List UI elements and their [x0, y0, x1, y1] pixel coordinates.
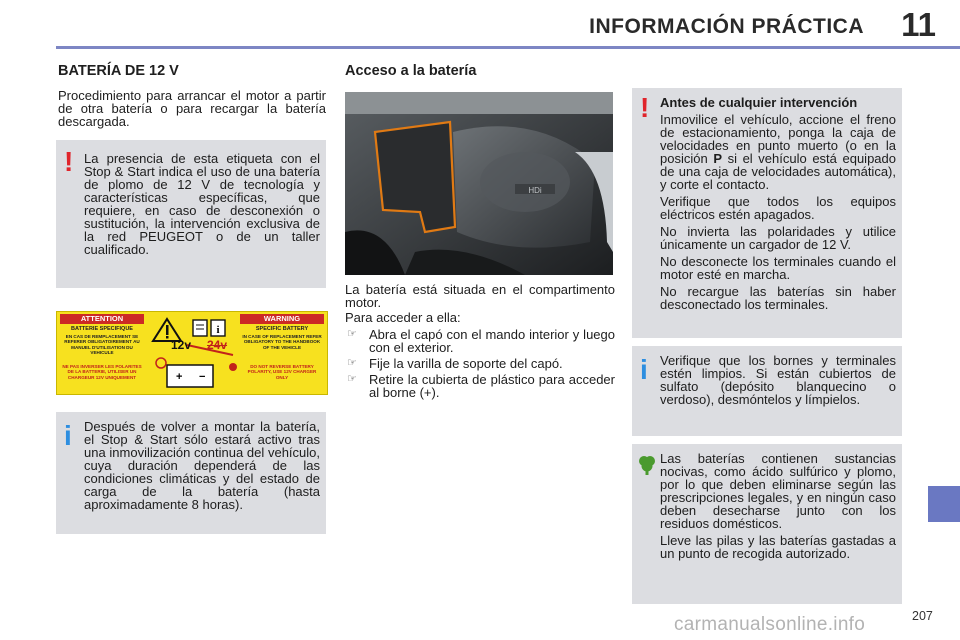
warning-paragraph: No desconecte los terminales cuando el motor esté en marcha.: [660, 254, 896, 282]
warning-note-text: La presencia de esta etiqueta con el Stop & Start indica el uso de una batería de plomo de 12 V de tecnología y características específicas, que requiere, en caso de desconexión o sustitución, la intervención exclusiva de la red PEUGEOT o de un taller cualificado.: [84, 151, 320, 257]
chapter-number: 11: [901, 6, 936, 43]
info-note-panel: [56, 412, 326, 534]
warning-paragraph: Verifique que todos los equipos eléctricos estén apagados.: [660, 194, 896, 222]
pointing-hand-icon: ☞: [347, 357, 357, 369]
chapter-side-tab: [928, 486, 960, 522]
access-steps-list: [345, 328, 615, 402]
battery-location-text: La batería está situada en el compartimento motor.: [345, 282, 615, 310]
label-en-title: SPECIFIC BATTERY: [255, 326, 309, 332]
info-terminals-panel: [632, 346, 902, 436]
list-item: [345, 357, 615, 370]
label-en-red: DO NOT REVERSE BATTERY POLARITY, USE 12V CHARGER ONLY: [247, 364, 317, 380]
chapter-title: INFORMACIÓN PRÁCTICA: [589, 15, 864, 38]
label-volt-24: 24v: [207, 338, 228, 352]
battery-warning-label: [56, 311, 328, 395]
section-heading-battery: BATERÍA DE 12 V: [58, 63, 179, 79]
step-text: Fije la varilla de soporte del capó.: [369, 356, 563, 371]
section-heading-access: Acceso a la batería: [345, 63, 477, 79]
label-fr-title: BATTERIE SPECIFIQUE: [71, 326, 133, 332]
engine-bay-photo: [345, 92, 613, 275]
watermark: carmanualsonline.info: [674, 614, 866, 635]
step-text: Abra el capó con el mando interior y luego con el exterior.: [369, 327, 615, 355]
eco-paragraph: Las baterías contienen sustancias nocivas, como ácido sulfúrico y plomo, por lo que deben eliminarse según las prescripciones legales, y en ningún caso deben desecharse junto con los residuos domésticos.: [660, 451, 896, 531]
label-attention: ATTENTION: [60, 314, 144, 324]
warning-before-intervention-panel: [632, 88, 902, 338]
label-volt-12: 12v: [171, 338, 192, 352]
warning-paragraph: Inmovilice el vehículo, accione el freno de estacionamiento, ponga la caja de velocidades en punto muerto (o en la posición P si el vehículo está equipado de una caja de velocidades automática), y corte el contacto.: [660, 112, 896, 192]
label-fr-red: NE PAS INVERSER LES POLARITES DE LA BATTERIE, UTILISER UN CHARGEUR 12V UNIQUEMENT: [62, 364, 142, 380]
info-note-text: Después de volver a montar la batería, el Stop & Start sólo estará activo tras una inmovilización continua del vehículo, cuya duración dependerá de las condiciones climáticas y del estado de carga de la batería (hasta aproximadamente 8 horas).: [84, 419, 320, 512]
info-terminals-text: Verifique que los bornes y terminales estén limpios. Si están cubiertos de sulfato (depósito blanquecino o verdoso), desmóntelos y límpielos.: [660, 353, 896, 407]
battery-pictogram-icon: [147, 315, 239, 391]
page-number: 207: [912, 609, 933, 623]
eco-paragraph: Lleve las pilas y las baterías gastadas a un punto de recogida autorizado.: [660, 533, 896, 561]
label-fr-body: EN CAS DE REMPLACEMENT SE REFERER OBLIGATOIREMENT AU MANUEL D'UTILISATION DU VEHICULE: [64, 334, 140, 356]
svg-text:+: +: [176, 371, 183, 383]
list-item: [345, 328, 615, 354]
warning-note-panel: [56, 140, 326, 288]
access-intro: Para acceder a ella:: [345, 310, 461, 325]
photo-badge: HDi: [528, 186, 542, 195]
eco-disposal-panel: [632, 444, 902, 604]
intro-paragraph: Procedimiento para arrancar el motor a partir de otra batería o para recargar la batería descargada.: [58, 88, 326, 129]
exclamation-icon: !: [64, 146, 74, 177]
header-rule: [56, 46, 960, 49]
exclamation-icon: !: [640, 92, 650, 123]
warning-paragraph: No invierta las polaridades y utilice únicamente un cargador de 12 V.: [660, 224, 896, 252]
tree-icon: [638, 454, 656, 476]
engine-bay-illustration: [345, 92, 613, 275]
warning-title: Antes de cualquier intervención: [660, 95, 858, 110]
pointing-hand-icon: ☞: [347, 373, 357, 385]
step-text: Retire la cubierta de plástico para acceder al borne (+).: [369, 372, 615, 400]
list-item: [345, 373, 615, 399]
pointing-hand-icon: ☞: [347, 328, 357, 340]
svg-text:−: −: [199, 371, 206, 383]
info-icon: i: [640, 354, 648, 385]
info-icon: i: [64, 420, 72, 451]
warning-paragraph: No recargue las baterías sin haber desconectado los terminales.: [660, 284, 896, 312]
label-warning: WARNING: [240, 314, 324, 324]
label-en-body: IN CASE OF REPLACEMENT REFER OBLIGATORY TO THE HANDBOOK OF THE VEHICLE: [242, 334, 322, 350]
svg-text:i: i: [216, 324, 220, 336]
